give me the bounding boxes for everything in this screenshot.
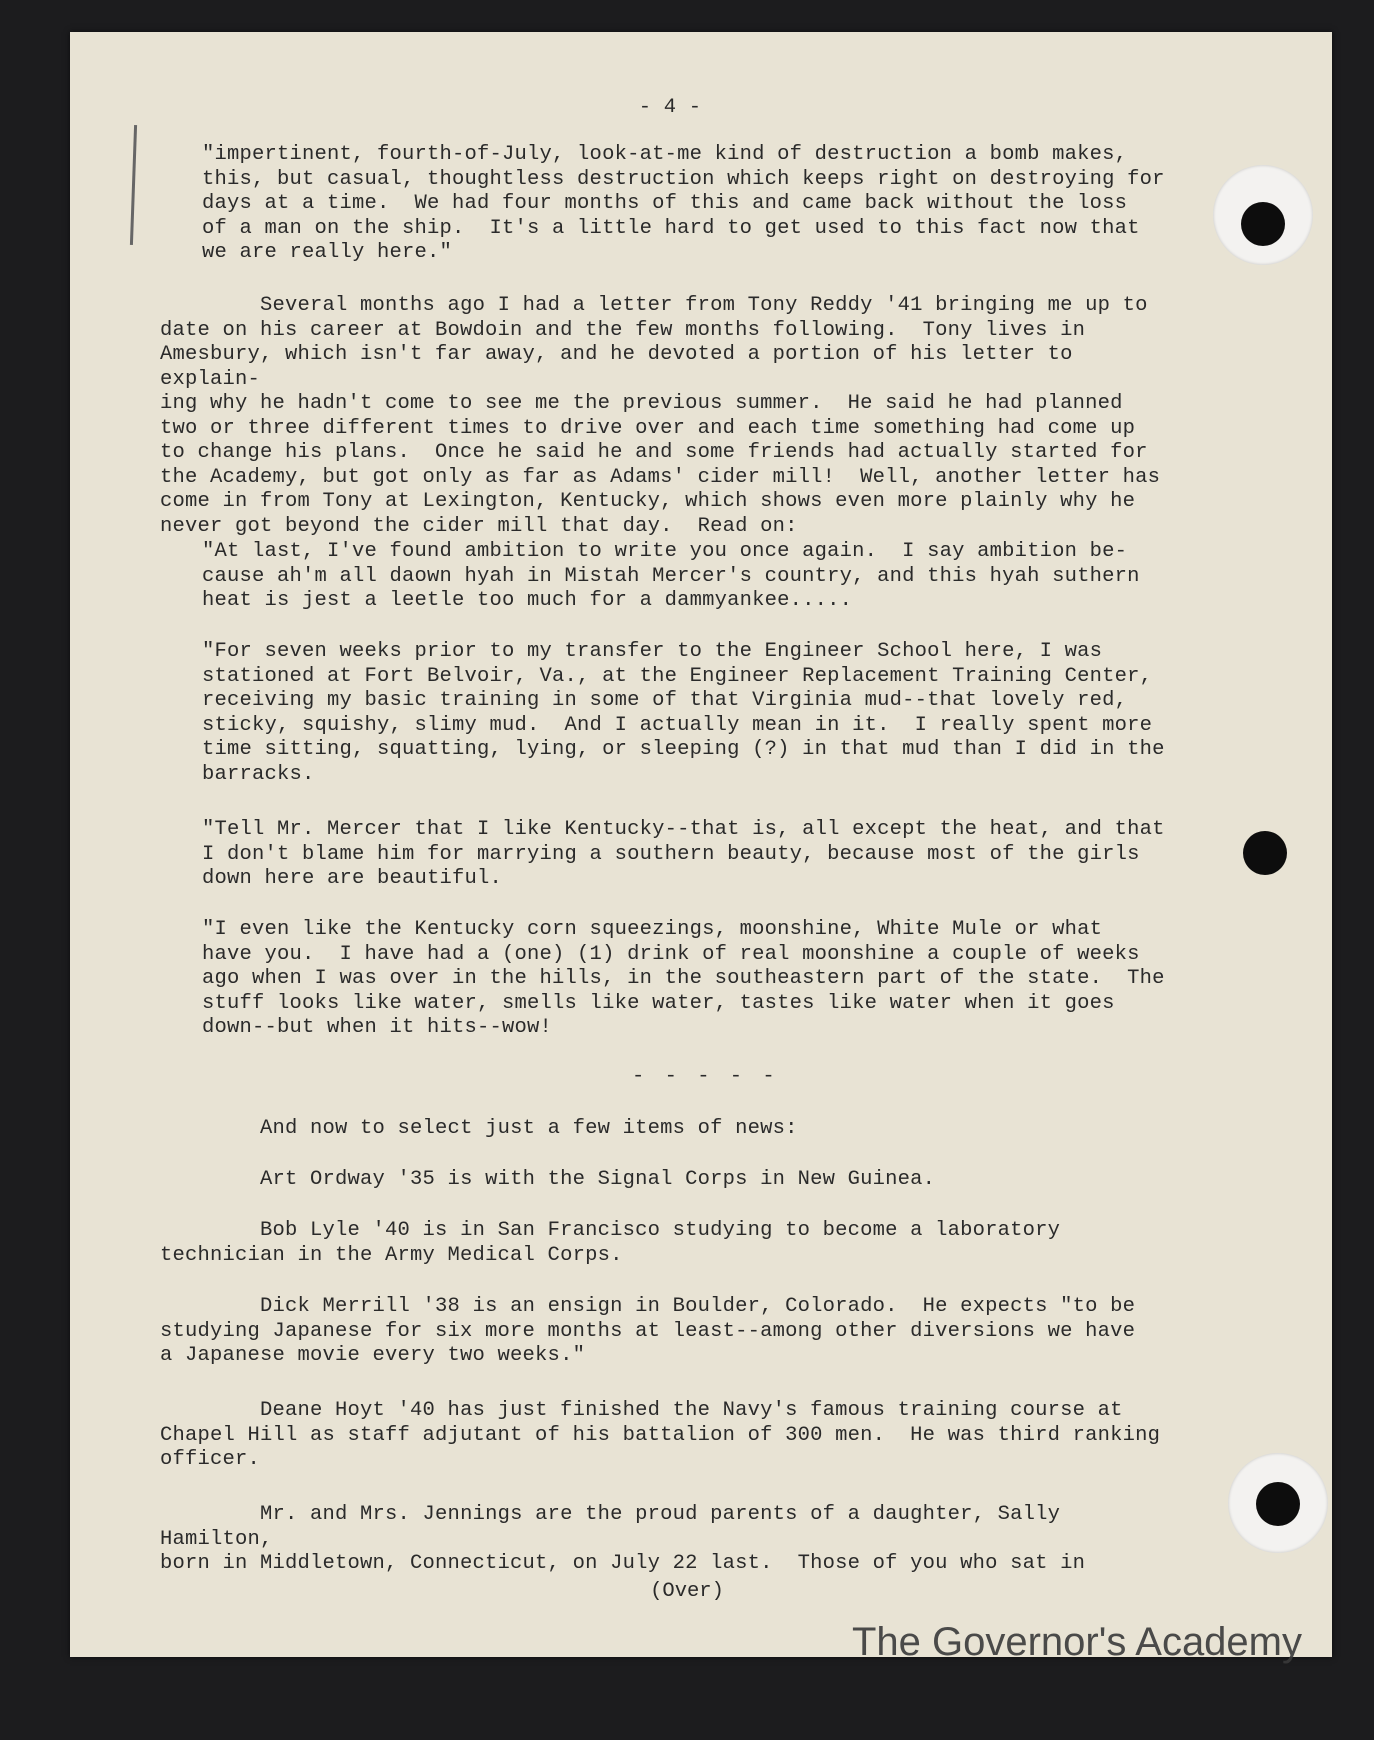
punch-hole [1256, 1482, 1300, 1526]
news-intro: And now to select just a few items of news: [160, 1117, 798, 1140]
watermark-text: The Governor's Academy [851, 1620, 1302, 1664]
news-item-hoyt: Deane Hoyt '40 has just finished the Navy's famous training course at Chapel Hill as staff adjutant of his battalion of 300 men. He was third ranking officer. [160, 1399, 1161, 1471]
quote-paragraph-moonshine: "I even like the Kentucky corn squeezings, moonshine, White Mule or what have you. I have had a (one) (1) drink of real moonshine a couple of weeks ago when I was over in the hills, in the southeastern part of the state. The stuff looks like water, smells like water, tastes like water when it goes down--but when it hits--wow! [202, 918, 1165, 1039]
punch-hole [1241, 202, 1285, 246]
body-paragraph-tony-reddy: Several months ago I had a letter from Tony Reddy '41 bringing me up to date on his career at Bowdoin and the few months following. Tony lives in Amesbury, which isn't far away, and he devoted a portion of his letter to explain- ing why he hadn't come to see me the previous summer. He said he had planned two or three different times to drive over and each time something had come up to change his plans. Once he said he and some friends had actually started for the Academy, but got only as far as Adams' cider mill! Well, another letter has come in from Tony at Lexington, Kentucky, which shows even more plainly why he never got beyond the cider mill that day. Read on: [160, 294, 1161, 538]
page-number: - 4 - [638, 96, 702, 119]
news-item-jennings: Mr. and Mrs. Jennings are the proud parents of a daughter, Sally Hamilton, born in Middletown, Connecticut, on July 22 last. Those of you who sat in [160, 1503, 1086, 1575]
page-footer-over: (Over) [650, 1580, 724, 1603]
punch-hole [1243, 831, 1287, 875]
quote-paragraph-end: "impertinent, fourth-of-July, look-at-me kind of destruction a bomb makes, this, but casual, thoughtless destruction which keeps right on destroying for days at a time. We had four months of this and came back without the loss of a man on the ship. It's a little hard to get used to this fact now that we are really here." [202, 143, 1165, 264]
news-item-ordway: Art Ordway '35 is with the Signal Corps in New Guinea. [160, 1168, 936, 1191]
quote-paragraph-kentucky: "Tell Mr. Mercer that I like Kentucky--that is, all except the heat, and that I don't blame him for marrying a southern beauty, because most of the girls down here are beautiful. [202, 818, 1165, 890]
news-item-lyle: Bob Lyle '40 is in San Francisco studying to become a laboratory technician in the Army Medical Corps. [160, 1219, 1061, 1267]
quote-paragraph-ambition: "At last, I've found ambition to write you once again. I say ambition be- cause ah'm all daown hyah in Mistah Mercer's country, and this hyah suthern heat is jest a leetle too much for a dammyankee..... [202, 540, 1140, 612]
quote-paragraph-fort-belvoir: "For seven weeks prior to my transfer to the Engineer School here, I was stationed at Fort Belvoir, Va., at the Engineer Replacement Training Center, receiving my basic training in some of that Virginia mud--that lovely red, sticky, squishy, slimy mud. And I actually mean in it. I really spent more time sitting, squatting, lying, or sleeping (?) in that mud than I did in the barracks. [202, 640, 1165, 786]
section-divider: - - - - - [632, 1065, 779, 1088]
news-item-merrill: Dick Merrill '38 is an ensign in Boulder, Colorado. He expects "to be studying Japanese for six more months at least--among other diversions we have a Japanese movie every two weeks." [160, 1295, 1136, 1367]
